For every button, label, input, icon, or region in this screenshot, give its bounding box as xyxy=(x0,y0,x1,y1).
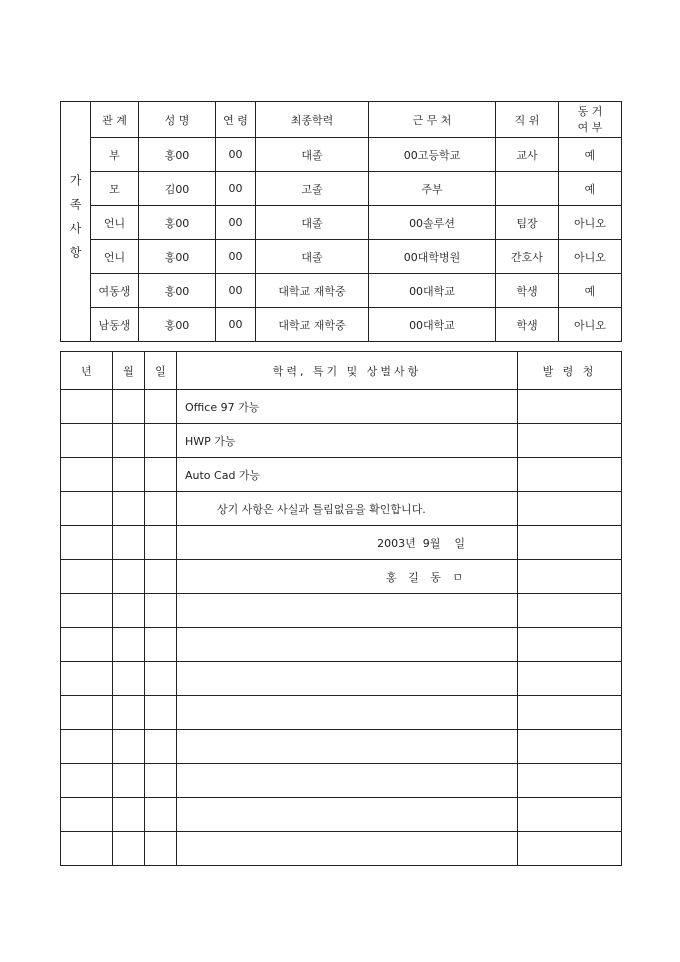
history-header-row xyxy=(61,352,622,390)
history-issuer xyxy=(518,730,622,764)
history-year xyxy=(61,628,113,662)
history-month xyxy=(113,560,145,594)
history-empty-row xyxy=(61,764,622,798)
history-day xyxy=(145,390,177,424)
history-month xyxy=(113,526,145,560)
history-issuer xyxy=(518,594,622,628)
header-relation: 관 계 xyxy=(91,102,139,138)
history-issuer xyxy=(518,798,622,832)
family-workplace: 00솔루션 xyxy=(369,206,496,240)
family-row xyxy=(61,240,622,274)
family-workplace: 00대학교 xyxy=(369,274,496,308)
date-line: 2003년 9월 일 xyxy=(177,526,518,560)
family-relation: 부 xyxy=(91,138,139,172)
history-year xyxy=(61,696,113,730)
family-name: 홍00 xyxy=(139,308,216,342)
history-day xyxy=(145,764,177,798)
history-empty-row xyxy=(61,798,622,832)
history-month xyxy=(113,730,145,764)
header-name: 성 명 xyxy=(139,102,216,138)
history-month xyxy=(113,628,145,662)
header-cohabit-line1: 동 거 xyxy=(577,104,603,118)
history-month xyxy=(113,764,145,798)
family-workplace: 00대학교 xyxy=(369,308,496,342)
family-education: 대졸 xyxy=(256,240,369,274)
history-entry xyxy=(177,628,518,662)
history-year xyxy=(61,390,113,424)
history-day xyxy=(145,730,177,764)
history-empty-row xyxy=(61,662,622,696)
history-day xyxy=(145,526,177,560)
history-issuer xyxy=(518,832,622,866)
header-cohabit-line2: 여 부 xyxy=(577,120,603,134)
history-empty-row xyxy=(61,832,622,866)
family-position: 팀장 xyxy=(496,206,559,240)
family-workplace: 주부 xyxy=(369,172,496,206)
family-position: 간호사 xyxy=(496,240,559,274)
history-empty-row xyxy=(61,730,622,764)
family-workplace: 00대학병원 xyxy=(369,240,496,274)
history-empty-row xyxy=(61,696,622,730)
history-year xyxy=(61,730,113,764)
history-year xyxy=(61,458,113,492)
family-row xyxy=(61,172,622,206)
history-issuer xyxy=(518,424,622,458)
history-year xyxy=(61,662,113,696)
header-education: 최종학력 xyxy=(256,102,369,138)
history-issuer xyxy=(518,390,622,424)
family-header-row xyxy=(61,102,622,138)
history-year xyxy=(61,764,113,798)
history-month xyxy=(113,492,145,526)
family-relation: 남동생 xyxy=(91,308,139,342)
family-position xyxy=(496,172,559,206)
history-year xyxy=(61,594,113,628)
family-cohabit: 아니오 xyxy=(559,206,622,240)
history-issuer xyxy=(518,560,622,594)
family-section-label: 가족사항 xyxy=(61,102,91,342)
history-day xyxy=(145,560,177,594)
family-age: 00 xyxy=(216,274,256,308)
history-year xyxy=(61,832,113,866)
family-row xyxy=(61,206,622,240)
history-row xyxy=(61,492,622,526)
family-age: 00 xyxy=(216,138,256,172)
family-row xyxy=(61,138,622,172)
history-row xyxy=(61,424,622,458)
header-age: 연 령 xyxy=(216,102,256,138)
family-education: 대학교 재학중 xyxy=(256,274,369,308)
family-age: 00 xyxy=(216,206,256,240)
header-position: 직 위 xyxy=(496,102,559,138)
history-day xyxy=(145,458,177,492)
history-row xyxy=(61,526,622,560)
history-entry xyxy=(177,662,518,696)
history-entry xyxy=(177,730,518,764)
history-issuer xyxy=(518,458,622,492)
history-year xyxy=(61,424,113,458)
history-row xyxy=(61,458,622,492)
history-entry xyxy=(177,764,518,798)
history-month xyxy=(113,662,145,696)
family-education: 고졸 xyxy=(256,172,369,206)
signature: 홍 길 동 ㅁ xyxy=(177,560,518,594)
header-year: 년 xyxy=(61,352,113,390)
history-entry: HWP 가능 xyxy=(177,424,518,458)
history-row xyxy=(61,390,622,424)
header-month: 월 xyxy=(113,352,145,390)
family-cohabit: 아니오 xyxy=(559,308,622,342)
history-entry xyxy=(177,696,518,730)
family-relation: 언니 xyxy=(91,206,139,240)
family-name: 홍00 xyxy=(139,206,216,240)
history-day xyxy=(145,492,177,526)
family-age: 00 xyxy=(216,240,256,274)
history-year xyxy=(61,560,113,594)
family-cohabit: 예 xyxy=(559,274,622,308)
history-day xyxy=(145,696,177,730)
family-position: 학생 xyxy=(496,274,559,308)
history-issuer xyxy=(518,628,622,662)
history-month xyxy=(113,390,145,424)
family-age: 00 xyxy=(216,308,256,342)
family-name: 홍00 xyxy=(139,274,216,308)
family-name: 홍00 xyxy=(139,138,216,172)
family-position: 학생 xyxy=(496,308,559,342)
history-issuer xyxy=(518,492,622,526)
history-month xyxy=(113,798,145,832)
family-name: 홍00 xyxy=(139,240,216,274)
history-entry xyxy=(177,798,518,832)
family-education: 대학교 재학중 xyxy=(256,308,369,342)
family-relation: 여동생 xyxy=(91,274,139,308)
history-issuer xyxy=(518,764,622,798)
history-entry: Office 97 가능 xyxy=(177,390,518,424)
history-year xyxy=(61,526,113,560)
history-day xyxy=(145,662,177,696)
header-issuer: 발 령 청 xyxy=(518,352,622,390)
header-details: 학력, 특기 및 상벌사항 xyxy=(177,352,518,390)
family-cohabit: 예 xyxy=(559,172,622,206)
family-position: 교사 xyxy=(496,138,559,172)
history-empty-row xyxy=(61,594,622,628)
history-month xyxy=(113,832,145,866)
history-entry xyxy=(177,832,518,866)
header-cohabit xyxy=(559,102,622,138)
history-issuer xyxy=(518,526,622,560)
history-day xyxy=(145,594,177,628)
history-issuer xyxy=(518,696,622,730)
history-empty-row xyxy=(61,628,622,662)
history-entry: Auto Cad 가능 xyxy=(177,458,518,492)
family-cohabit: 아니오 xyxy=(559,240,622,274)
family-education: 대졸 xyxy=(256,138,369,172)
history-month xyxy=(113,696,145,730)
history-month xyxy=(113,594,145,628)
history-day xyxy=(145,832,177,866)
family-row xyxy=(61,308,622,342)
history-day xyxy=(145,424,177,458)
family-age: 00 xyxy=(216,172,256,206)
family-row xyxy=(61,274,622,308)
family-workplace: 00고등학교 xyxy=(369,138,496,172)
history-entry xyxy=(177,594,518,628)
family-relation: 모 xyxy=(91,172,139,206)
history-issuer xyxy=(518,662,622,696)
header-workplace: 근 무 처 xyxy=(369,102,496,138)
family-education: 대졸 xyxy=(256,206,369,240)
history-row xyxy=(61,560,622,594)
history-table xyxy=(60,351,622,866)
history-day xyxy=(145,798,177,832)
header-day: 일 xyxy=(145,352,177,390)
history-year xyxy=(61,492,113,526)
family-relation: 언니 xyxy=(91,240,139,274)
history-year xyxy=(61,798,113,832)
family-cohabit: 예 xyxy=(559,138,622,172)
family-name: 김00 xyxy=(139,172,216,206)
history-day xyxy=(145,628,177,662)
history-month xyxy=(113,458,145,492)
history-month xyxy=(113,424,145,458)
family-table xyxy=(60,101,622,342)
confirmation-statement: 상기 사항은 사실과 틀림없음을 확인합니다. xyxy=(177,492,518,526)
